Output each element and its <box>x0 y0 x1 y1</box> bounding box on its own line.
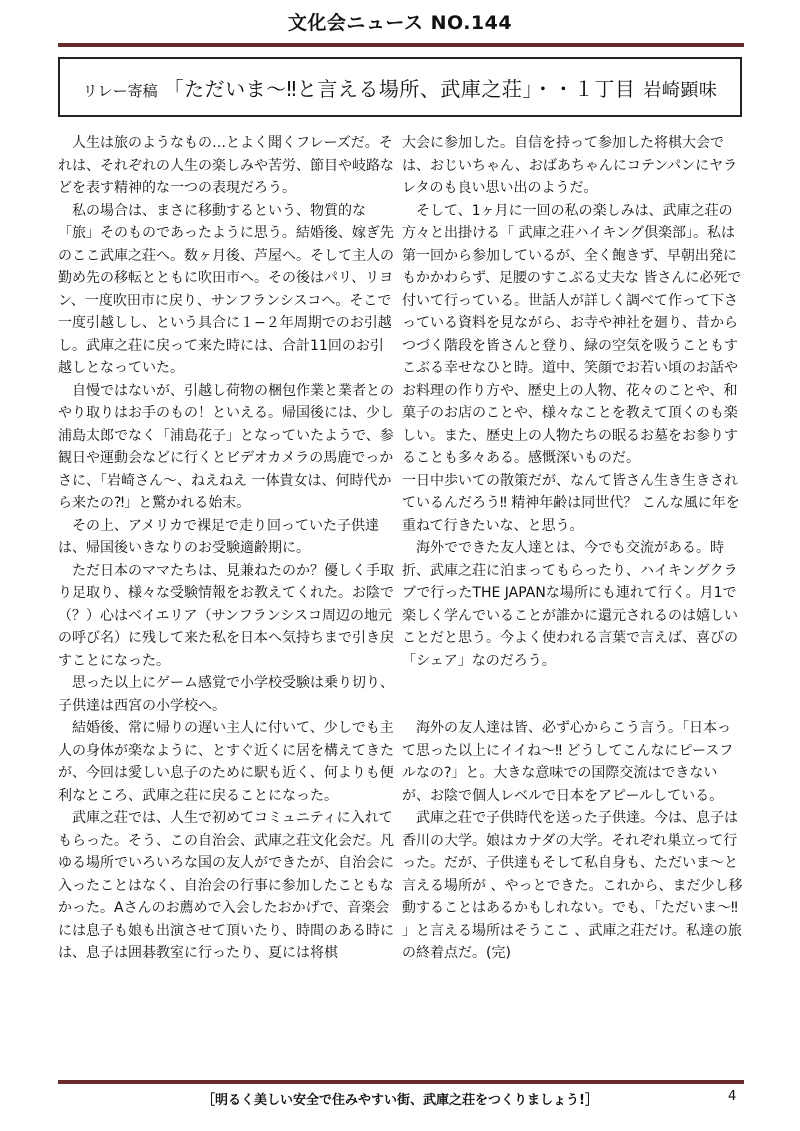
paragraph: 海外でできた友人達とは、今でも交流がある。時折、武庫之荘に泊まってもらったり、ハイキングクラブで行ったTHE JAPANな場所にも連れて行く。月1で楽しく学んでいることが誰かに還元されるのは嬉しいことだと思う。今よく使われる言葉で言えば、喜びの「シェア」なのだろう。 <box>402 540 738 669</box>
paragraph: 海外の友人達は皆、必ず心からこう言う。「日本って思った以上にイイね〜‼ どうしてこんなにピースフルなの?」と。大きな意味での国際交流はできないが、お陰で個人レベルで日本をアピールしている。 <box>402 720 734 804</box>
article-title: 「ただいま〜‼と言える場所、武庫之荘」・・１丁目 <box>163 76 636 101</box>
article-title-box <box>58 57 742 117</box>
paragraph: 武庫之荘で子供時代を送った子供達。今は、息子は香川の大学。娘はカナダの大学。それぞれ巣立って行った。だが、子供達もそして私自身も、ただいま〜と言える場所が 、やっとできた。これから、まだ少し移動することはあるかもしれない。でも、「ただいま〜‼ 」と言える場所はそうここ 、武庫之荘だけ。私達の旅の終着点だ。(完) <box>402 810 743 961</box>
footer-divider <box>58 1080 744 1084</box>
paragraph: 武庫之荘では、人生で初めてコミュニティに入れてもらった。そう、この自治会、武庫之荘文化会だ。凡ゆる場所でいろいろな国の友人ができたが、自治会に入ったことはなく、自治会の行事に参加したこともなかった。Aさんのお薦めで入会したおかげで、音楽会には息子も娘も出演させて頂いたり、時間のある時には、息子は囲碁教室に行ったり、夏には将棋 <box>58 810 394 961</box>
paragraph: 大会に参加した。自信を持って参加した将棋大会では、おじいちゃん、おばあちゃんにコテンパンにヤラレタのも良い思い出のようだ。 <box>402 135 738 196</box>
newsletter-title: 文化会ニュース NO.144 <box>287 12 513 34</box>
paragraph-spacer <box>402 672 744 717</box>
paragraph: 人生は旅のようなもの…とよく聞くフレーズだ。それは、それぞれの人生の楽しみや苦労、節目や岐路などを表す精神的な一つの表現だろう。 <box>58 135 394 196</box>
left-column <box>58 132 396 965</box>
page-number: 4 <box>728 1089 737 1104</box>
right-column <box>402 132 744 965</box>
header-divider <box>58 43 744 47</box>
paragraph: 自慢ではないが、引越し荷物の梱包作業と業者とのやり取りはお手のもの！といえる。帰国後には、少し浦島太郎でなく「浦島花子」となっていたようで、参観日や運動会などに行くとビデオカメラの馬鹿でっかさに、「岩崎さん〜、ねえねえ 一体貴女は、何時代から来たの⁈」と驚かれる始末。 <box>58 382 394 511</box>
paragraph: そして、1ヶ月に一回の私の楽しみは、武庫之荘の方々と出掛ける「 武庫之荘ハイキング倶楽部」。私は第一回から参加しているが、全く飽きず、早朝出発にもかかわらず、足腰のすこぶる丈夫な 皆さんに必死で付いて行っている。世話人が詳しく調べて作って下さっている資料を見ながら、お寺や神社を廻り、昔からつづく階段を皆さんと登り、緑の空気を吸うこともすこぶる幸せなひと時。道中、笑顔でお若い頃のお話やお料理の作り方や、歴史上の人物、花々のことや、和菓子のお店のことや、様々なことを教えて頂くのも楽しい。また、歴史上の人物たちの眠るお墓をお参りすることも多々ある。感慨深いものだ。 <box>402 202 742 466</box>
article-series-label: リレー寄稿 <box>82 81 158 100</box>
paragraph: 私の場合は、まさに移動するという、物質的な「旅」そのものであったように思う。結婚後、嫁ぎ先のここ武庫之荘へ。数ヶ月後、芦屋へ。そして主人の勤め先の移転とともに吹田市へ。その後はパリ、リヨン、一度吹田市に戻り、サンフランシスコへ。そこで一度引越しし、という具合に１−２年周期でのお引越し。武庫之荘に戻って来た時には、合計11回のお引越しとなっていた。 <box>58 202 394 376</box>
paragraph: ただ日本のママたちは、見兼ねたのか？優しく手取り足取り、様々な受験情報をお教えてくれた。お陰で（？）心はベイエリア（サンフランシスコ周辺の地元の呼び名）に残して来た私を日本へ気持ちまで引き戻すことになった。 <box>58 562 394 669</box>
footer-slogan: ［明るく美しい安全で住みやすい街、武庫之荘をつくりましょう!］ <box>202 1093 598 1108</box>
article-title-line <box>83 73 718 102</box>
paragraph: 一日中歩いての散策だが、なんて皆さん生き生きされているんだろう‼ 精神年齢は同世代？ こんな風に年を重ねて行きたいな、と思う。 <box>402 472 740 534</box>
paragraph: 思った以上にゲーム感覚で小学校受験は乗り切り、子供達は西宮の小学校へ。 <box>58 675 394 714</box>
paragraph: その上、アメリカで裸足で走り回っていた子供達は、帰国後いきなりのお受験適齢期に。 <box>58 517 380 556</box>
paragraph: 結婚後、常に帰りの遅い主人に付いて、少しでも主人の身体が楽なように、とすぐ近くに居を構えてきたが、今回は愛しい息子のために駅も近く、何よりも便利なところ、武庫之荘に戻ることになった。 <box>58 720 394 804</box>
article-author: 岩崎顕味 <box>643 79 718 101</box>
